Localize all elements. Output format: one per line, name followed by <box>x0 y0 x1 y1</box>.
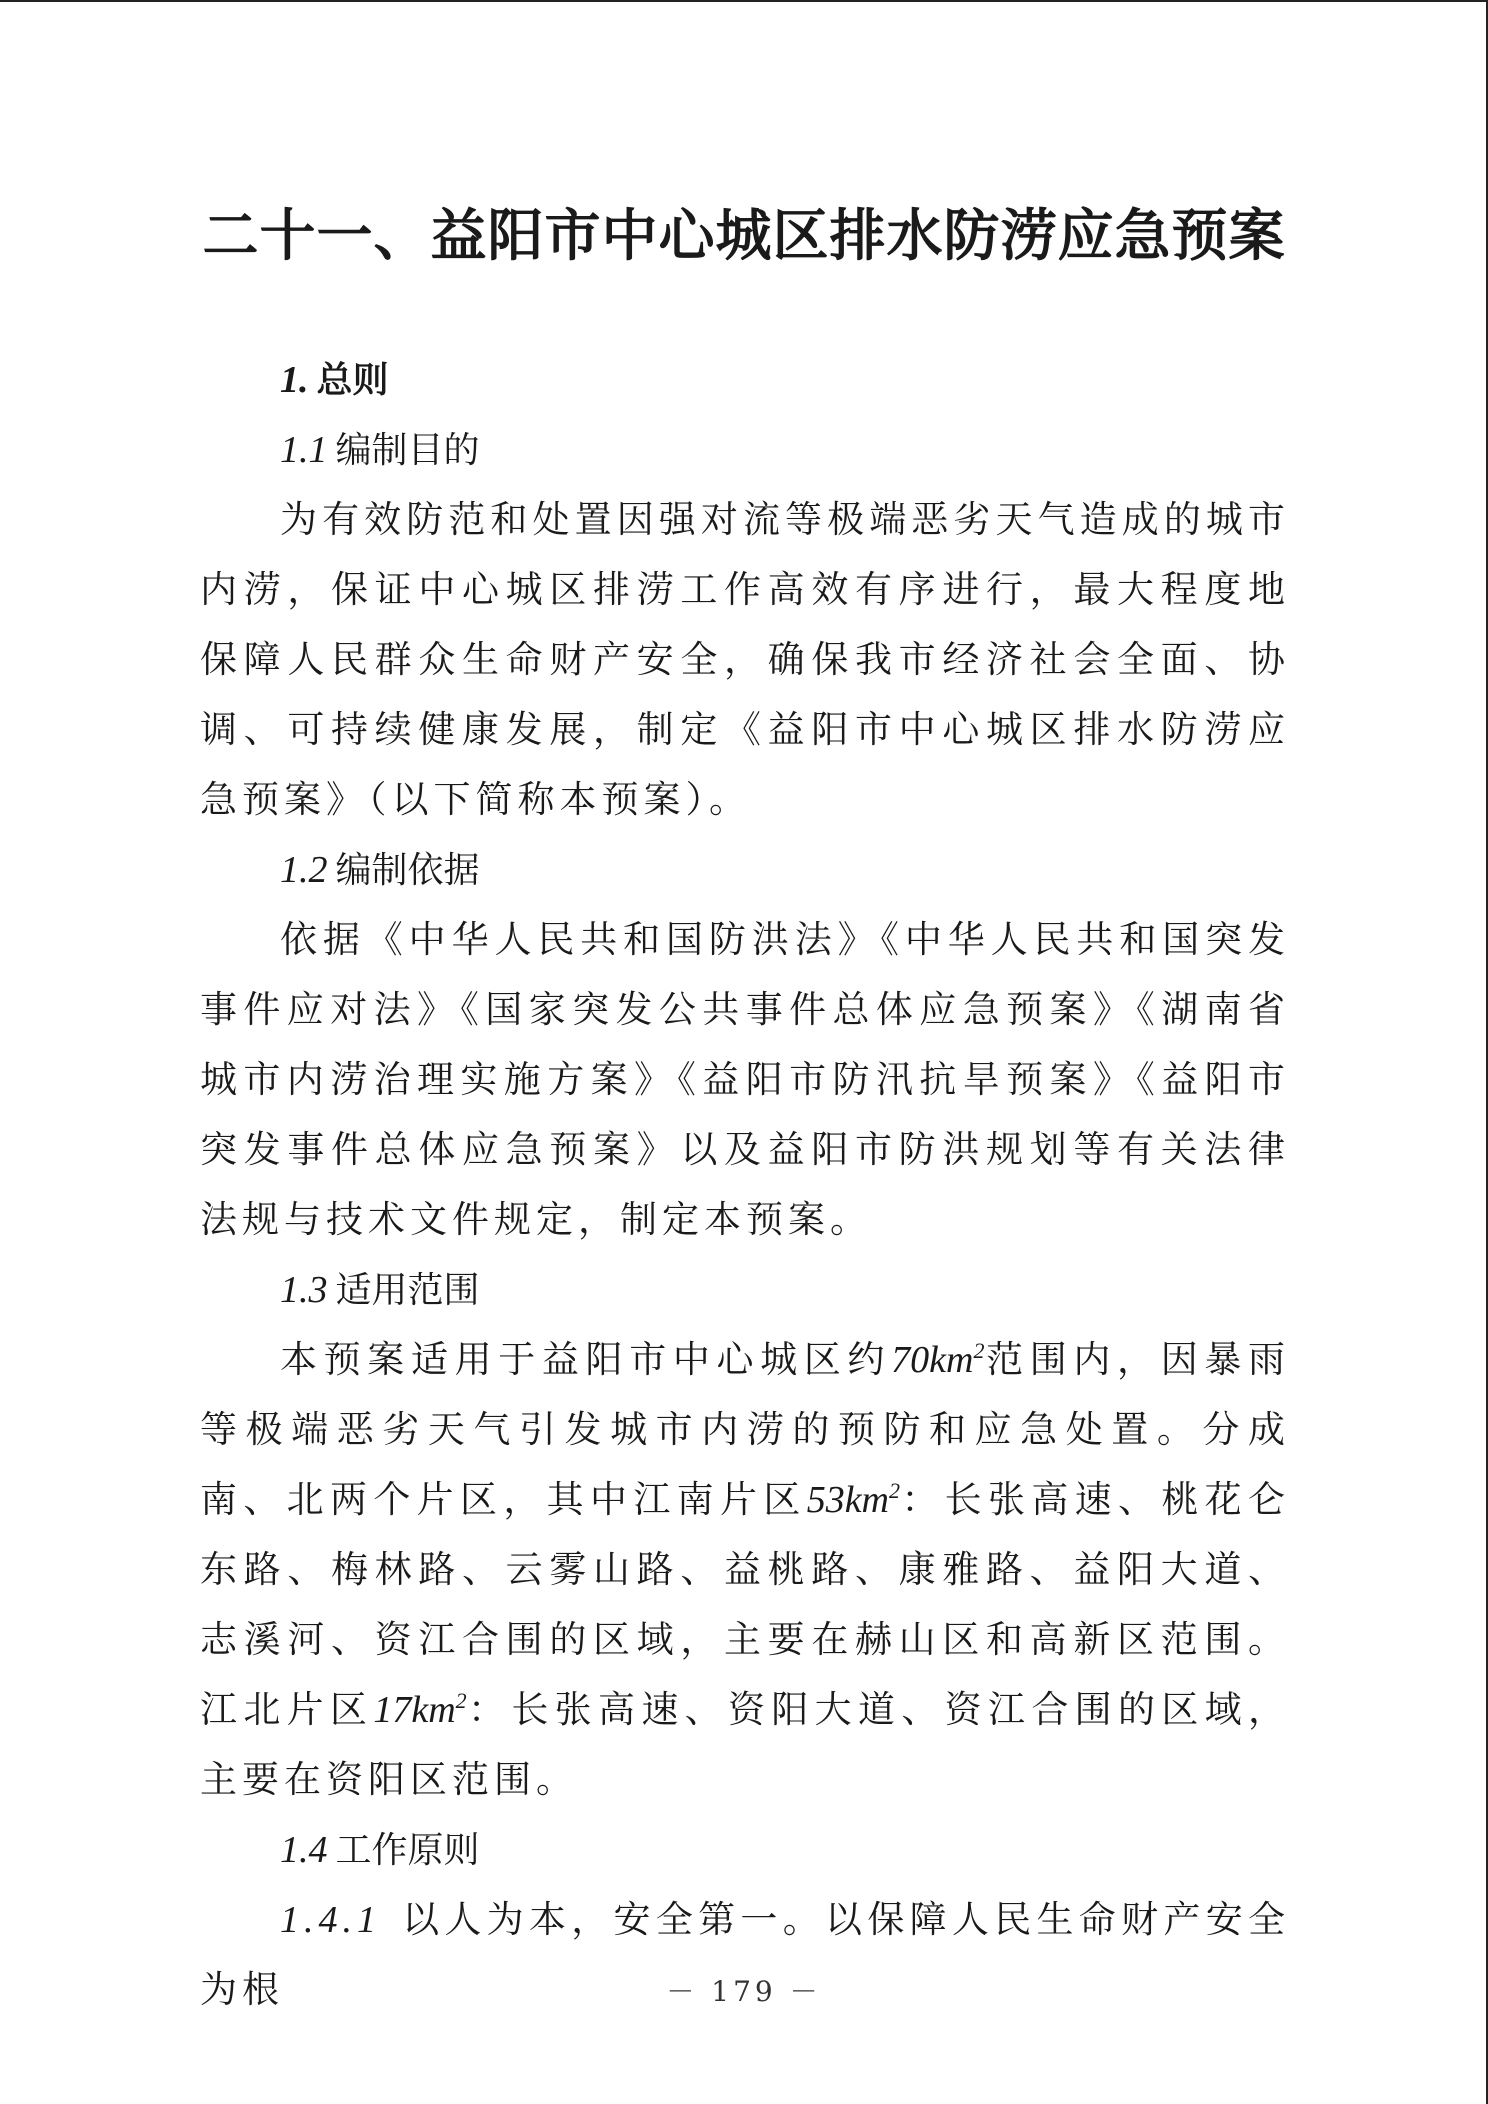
section-label: 适用范围 <box>335 1270 480 1311</box>
principle-text: 以人为本，安全第一。以保障人民生命财产安全为根 <box>200 1898 1290 2011</box>
section-label: 编制依据 <box>335 850 480 891</box>
section-number: 1. <box>280 359 309 401</box>
section-heading-1-4 <box>200 1815 1290 1885</box>
page-number: － 179 － <box>666 1975 822 2008</box>
scope-text-b: 范围内，因暴雨等极端恶劣天气引发城市内涝的预防和应急处置。分成南、北两个片区，其中江南片区 <box>200 1338 1290 1521</box>
section-heading-1-3 <box>200 1255 1290 1325</box>
paragraph-scope <box>200 1325 1290 1815</box>
section-heading-1-1 <box>200 415 1290 485</box>
principle-number: 1.4.1 <box>280 1899 381 1941</box>
area-total: $70km^2$ <box>891 1338 985 1381</box>
section-heading-1 <box>200 345 1290 415</box>
section-label: 工作原则 <box>335 1830 480 1871</box>
paragraph-basis: 依据《中华人民共和国防洪法》《中华人民共和国突发事件应对法》《国家突发公共事件总体应急预案》《湖南省城市内涝治理实施方案》《益阳市防汛抗旱预案》《益阳市突发事件总体应急预案》以及益阳市防洪规划等有关法律法规与技术文件规定，制定本预案。 <box>200 918 1290 1241</box>
section-label: 编制目的 <box>335 430 480 471</box>
section-number: 1.3 <box>280 1269 328 1311</box>
document-title: 二十一、益阳市中心城区排水防涝应急预案 <box>202 203 1286 269</box>
section-label: 总则 <box>316 359 389 401</box>
page-top-border <box>0 0 1488 2</box>
area-south: $53km^2$ <box>806 1478 900 1521</box>
scope-text-c: ：长张高速、桃花仑东路、梅林路、云雾山路、益桃路、康雅路、益阳大道、志溪河、资江合围的区域，主要在赫山区和高新区范围。江北片区 <box>200 1478 1291 1731</box>
paragraph-purpose: 为有效防范和处置因强对流等极端恶劣天气造成的城市内涝，保证中心城区排涝工作高效有序进行，最大程度地保障人民群众生命财产安全，确保我市经济社会全面、协调、可持续健康发展，制定《益阳市中心城区排水防涝应急预案》（以下简称本预案）。 <box>200 498 1290 821</box>
scope-text-a: 本预案适用于益阳市中心城区约 <box>280 1338 892 1381</box>
section-number: 1.4 <box>280 1829 328 1871</box>
scope-text-d: ：长张高速、资阳大道、资江合围的区域，主要在资阳区范围。 <box>200 1688 1291 1801</box>
section-number: 1.1 <box>280 429 328 471</box>
section-heading-1-2 <box>200 835 1290 905</box>
area-north: $17km^2$ <box>373 1688 467 1731</box>
document-body <box>200 345 1290 2025</box>
section-number: 1.2 <box>280 849 328 891</box>
